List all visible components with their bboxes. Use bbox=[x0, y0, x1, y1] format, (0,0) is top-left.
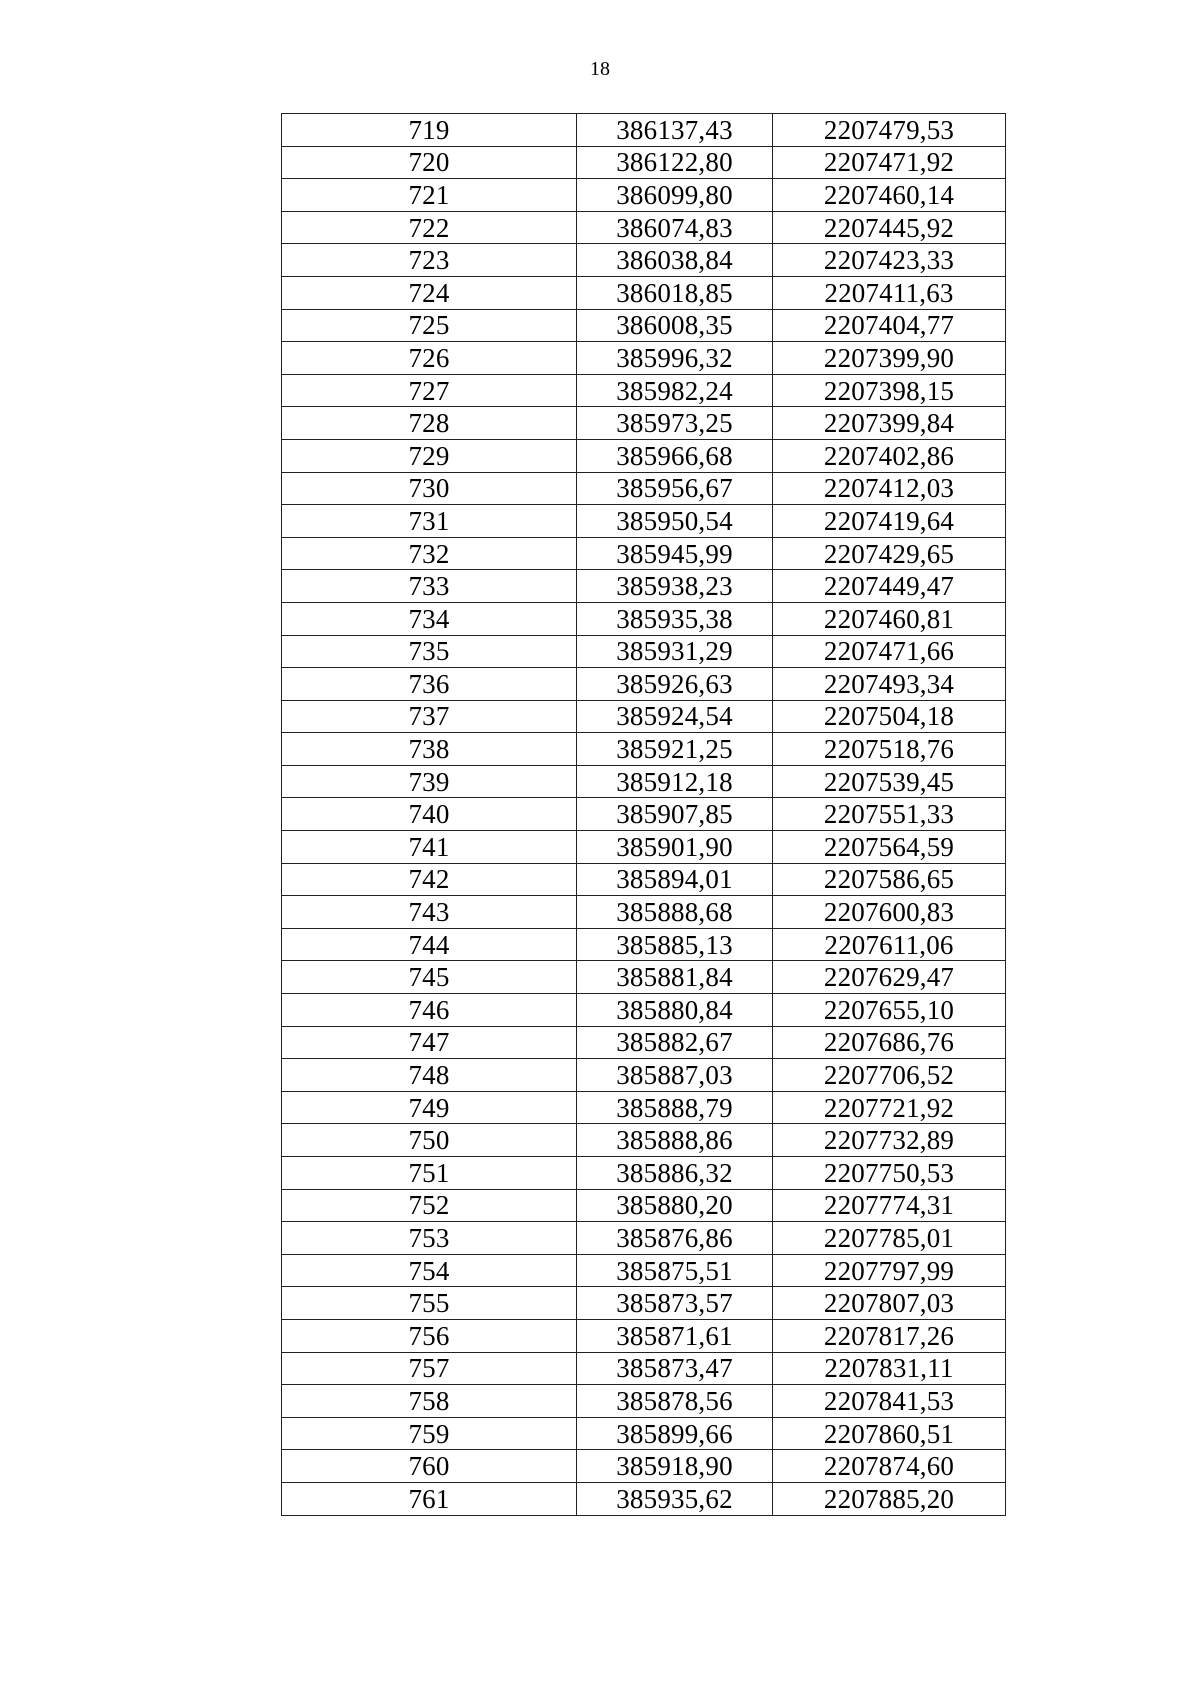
point-number-cell: 759 bbox=[282, 1417, 577, 1450]
y-coordinate-cell: 2207874,60 bbox=[773, 1450, 1006, 1483]
y-coordinate-cell: 2207445,92 bbox=[773, 211, 1006, 244]
y-coordinate-cell: 2207411,63 bbox=[773, 276, 1006, 309]
y-coordinate-cell: 2207721,92 bbox=[773, 1091, 1006, 1124]
x-coordinate-cell: 385888,86 bbox=[577, 1124, 773, 1157]
table-row bbox=[282, 602, 1006, 635]
coordinates-table bbox=[281, 113, 1006, 1516]
point-number-cell: 746 bbox=[282, 994, 577, 1027]
table-row bbox=[282, 994, 1006, 1027]
y-coordinate-cell: 2207449,47 bbox=[773, 570, 1006, 603]
y-coordinate-cell: 2207732,89 bbox=[773, 1124, 1006, 1157]
y-coordinate-cell: 2207402,86 bbox=[773, 439, 1006, 472]
table-row bbox=[282, 1222, 1006, 1255]
table-row bbox=[282, 1091, 1006, 1124]
table-row bbox=[282, 179, 1006, 212]
table-row bbox=[282, 1482, 1006, 1515]
table-row bbox=[282, 1059, 1006, 1092]
table-row bbox=[282, 1319, 1006, 1352]
point-number-cell: 750 bbox=[282, 1124, 577, 1157]
x-coordinate-cell: 385899,66 bbox=[577, 1417, 773, 1450]
point-number-cell: 723 bbox=[282, 244, 577, 277]
x-coordinate-cell: 385924,54 bbox=[577, 700, 773, 733]
x-coordinate-cell: 385935,38 bbox=[577, 602, 773, 635]
table-row bbox=[282, 244, 1006, 277]
point-number-cell: 744 bbox=[282, 928, 577, 961]
y-coordinate-cell: 2207493,34 bbox=[773, 668, 1006, 701]
y-coordinate-cell: 2207398,15 bbox=[773, 374, 1006, 407]
point-number-cell: 722 bbox=[282, 211, 577, 244]
y-coordinate-cell: 2207807,03 bbox=[773, 1287, 1006, 1320]
x-coordinate-cell: 385921,25 bbox=[577, 733, 773, 766]
point-number-cell: 747 bbox=[282, 1026, 577, 1059]
table-row bbox=[282, 407, 1006, 440]
y-coordinate-cell: 2207399,90 bbox=[773, 342, 1006, 375]
y-coordinate-cell: 2207471,92 bbox=[773, 146, 1006, 179]
point-number-cell: 749 bbox=[282, 1091, 577, 1124]
x-coordinate-cell: 385950,54 bbox=[577, 505, 773, 538]
x-coordinate-cell: 385894,01 bbox=[577, 863, 773, 896]
point-number-cell: 733 bbox=[282, 570, 577, 603]
point-number-cell: 752 bbox=[282, 1189, 577, 1222]
y-coordinate-cell: 2207611,06 bbox=[773, 928, 1006, 961]
y-coordinate-cell: 2207460,14 bbox=[773, 179, 1006, 212]
y-coordinate-cell: 2207629,47 bbox=[773, 961, 1006, 994]
y-coordinate-cell: 2207429,65 bbox=[773, 537, 1006, 570]
point-number-cell: 720 bbox=[282, 146, 577, 179]
x-coordinate-cell: 386008,35 bbox=[577, 309, 773, 342]
y-coordinate-cell: 2207841,53 bbox=[773, 1385, 1006, 1418]
x-coordinate-cell: 385901,90 bbox=[577, 831, 773, 864]
y-coordinate-cell: 2207774,31 bbox=[773, 1189, 1006, 1222]
y-coordinate-cell: 2207404,77 bbox=[773, 309, 1006, 342]
y-coordinate-cell: 2207831,11 bbox=[773, 1352, 1006, 1385]
point-number-cell: 742 bbox=[282, 863, 577, 896]
x-coordinate-cell: 386122,80 bbox=[577, 146, 773, 179]
point-number-cell: 741 bbox=[282, 831, 577, 864]
page-number: 18 bbox=[590, 58, 610, 80]
x-coordinate-cell: 385880,84 bbox=[577, 994, 773, 1027]
table-row bbox=[282, 472, 1006, 505]
x-coordinate-cell: 385912,18 bbox=[577, 765, 773, 798]
table-row bbox=[282, 733, 1006, 766]
table-row bbox=[282, 1254, 1006, 1287]
x-coordinate-cell: 385886,32 bbox=[577, 1157, 773, 1190]
x-coordinate-cell: 385887,03 bbox=[577, 1059, 773, 1092]
table-row bbox=[282, 831, 1006, 864]
x-coordinate-cell: 385888,79 bbox=[577, 1091, 773, 1124]
y-coordinate-cell: 2207399,84 bbox=[773, 407, 1006, 440]
point-number-cell: 725 bbox=[282, 309, 577, 342]
x-coordinate-cell: 385875,51 bbox=[577, 1254, 773, 1287]
table-row bbox=[282, 309, 1006, 342]
point-number-cell: 730 bbox=[282, 472, 577, 505]
table-row bbox=[282, 1287, 1006, 1320]
y-coordinate-cell: 2207504,18 bbox=[773, 700, 1006, 733]
y-coordinate-cell: 2207797,99 bbox=[773, 1254, 1006, 1287]
y-coordinate-cell: 2207600,83 bbox=[773, 896, 1006, 929]
y-coordinate-cell: 2207551,33 bbox=[773, 798, 1006, 831]
table-row bbox=[282, 537, 1006, 570]
table-row bbox=[282, 374, 1006, 407]
table-row bbox=[282, 570, 1006, 603]
point-number-cell: 721 bbox=[282, 179, 577, 212]
point-number-cell: 737 bbox=[282, 700, 577, 733]
x-coordinate-cell: 385880,20 bbox=[577, 1189, 773, 1222]
y-coordinate-cell: 2207479,53 bbox=[773, 114, 1006, 147]
y-coordinate-cell: 2207655,10 bbox=[773, 994, 1006, 1027]
point-number-cell: 739 bbox=[282, 765, 577, 798]
x-coordinate-cell: 386018,85 bbox=[577, 276, 773, 309]
point-number-cell: 758 bbox=[282, 1385, 577, 1418]
x-coordinate-cell: 385918,90 bbox=[577, 1450, 773, 1483]
x-coordinate-cell: 386038,84 bbox=[577, 244, 773, 277]
point-number-cell: 729 bbox=[282, 439, 577, 472]
point-number-cell: 726 bbox=[282, 342, 577, 375]
x-coordinate-cell: 386099,80 bbox=[577, 179, 773, 212]
x-coordinate-cell: 386137,43 bbox=[577, 114, 773, 147]
y-coordinate-cell: 2207706,52 bbox=[773, 1059, 1006, 1092]
table-row bbox=[282, 896, 1006, 929]
x-coordinate-cell: 385885,13 bbox=[577, 928, 773, 961]
y-coordinate-cell: 2207419,64 bbox=[773, 505, 1006, 538]
table-row bbox=[282, 1417, 1006, 1450]
y-coordinate-cell: 2207423,33 bbox=[773, 244, 1006, 277]
point-number-cell: 734 bbox=[282, 602, 577, 635]
x-coordinate-cell: 385907,85 bbox=[577, 798, 773, 831]
x-coordinate-cell: 385878,56 bbox=[577, 1385, 773, 1418]
x-coordinate-cell: 385873,47 bbox=[577, 1352, 773, 1385]
point-number-cell: 732 bbox=[282, 537, 577, 570]
x-coordinate-cell: 385935,62 bbox=[577, 1482, 773, 1515]
table-row bbox=[282, 1189, 1006, 1222]
point-number-cell: 743 bbox=[282, 896, 577, 929]
point-number-cell: 731 bbox=[282, 505, 577, 538]
table-row bbox=[282, 342, 1006, 375]
point-number-cell: 724 bbox=[282, 276, 577, 309]
table-row bbox=[282, 276, 1006, 309]
point-number-cell: 745 bbox=[282, 961, 577, 994]
table-row bbox=[282, 439, 1006, 472]
table-row bbox=[282, 211, 1006, 244]
point-number-cell: 736 bbox=[282, 668, 577, 701]
point-number-cell: 751 bbox=[282, 1157, 577, 1190]
x-coordinate-cell: 385982,24 bbox=[577, 374, 773, 407]
y-coordinate-cell: 2207518,76 bbox=[773, 733, 1006, 766]
point-number-cell: 757 bbox=[282, 1352, 577, 1385]
table-row bbox=[282, 765, 1006, 798]
table-row bbox=[282, 635, 1006, 668]
table-row bbox=[282, 1450, 1006, 1483]
table-row bbox=[282, 668, 1006, 701]
point-number-cell: 755 bbox=[282, 1287, 577, 1320]
table-row bbox=[282, 1352, 1006, 1385]
point-number-cell: 760 bbox=[282, 1450, 577, 1483]
table-row bbox=[282, 928, 1006, 961]
x-coordinate-cell: 385882,67 bbox=[577, 1026, 773, 1059]
x-coordinate-cell: 385931,29 bbox=[577, 635, 773, 668]
point-number-cell: 728 bbox=[282, 407, 577, 440]
y-coordinate-cell: 2207412,03 bbox=[773, 472, 1006, 505]
x-coordinate-cell: 385996,32 bbox=[577, 342, 773, 375]
point-number-cell: 735 bbox=[282, 635, 577, 668]
x-coordinate-cell: 385873,57 bbox=[577, 1287, 773, 1320]
x-coordinate-cell: 385888,68 bbox=[577, 896, 773, 929]
table-row bbox=[282, 146, 1006, 179]
y-coordinate-cell: 2207586,65 bbox=[773, 863, 1006, 896]
table-row bbox=[282, 1026, 1006, 1059]
table-row bbox=[282, 798, 1006, 831]
point-number-cell: 719 bbox=[282, 114, 577, 147]
point-number-cell: 761 bbox=[282, 1482, 577, 1515]
x-coordinate-cell: 385973,25 bbox=[577, 407, 773, 440]
x-coordinate-cell: 386074,83 bbox=[577, 211, 773, 244]
y-coordinate-cell: 2207785,01 bbox=[773, 1222, 1006, 1255]
table-row bbox=[282, 961, 1006, 994]
table-row bbox=[282, 700, 1006, 733]
y-coordinate-cell: 2207885,20 bbox=[773, 1482, 1006, 1515]
point-number-cell: 727 bbox=[282, 374, 577, 407]
coordinates-table-body bbox=[282, 114, 1006, 1516]
table-row bbox=[282, 505, 1006, 538]
y-coordinate-cell: 2207686,76 bbox=[773, 1026, 1006, 1059]
point-number-cell: 756 bbox=[282, 1319, 577, 1352]
point-number-cell: 754 bbox=[282, 1254, 577, 1287]
x-coordinate-cell: 385956,67 bbox=[577, 472, 773, 505]
y-coordinate-cell: 2207860,51 bbox=[773, 1417, 1006, 1450]
y-coordinate-cell: 2207564,59 bbox=[773, 831, 1006, 864]
table-row bbox=[282, 1157, 1006, 1190]
y-coordinate-cell: 2207817,26 bbox=[773, 1319, 1006, 1352]
x-coordinate-cell: 385945,99 bbox=[577, 537, 773, 570]
x-coordinate-cell: 385871,61 bbox=[577, 1319, 773, 1352]
point-number-cell: 748 bbox=[282, 1059, 577, 1092]
point-number-cell: 738 bbox=[282, 733, 577, 766]
x-coordinate-cell: 385966,68 bbox=[577, 439, 773, 472]
table-row bbox=[282, 1124, 1006, 1157]
table-row bbox=[282, 863, 1006, 896]
y-coordinate-cell: 2207471,66 bbox=[773, 635, 1006, 668]
table-row bbox=[282, 1385, 1006, 1418]
y-coordinate-cell: 2207460,81 bbox=[773, 602, 1006, 635]
y-coordinate-cell: 2207539,45 bbox=[773, 765, 1006, 798]
x-coordinate-cell: 385876,86 bbox=[577, 1222, 773, 1255]
point-number-cell: 753 bbox=[282, 1222, 577, 1255]
x-coordinate-cell: 385926,63 bbox=[577, 668, 773, 701]
x-coordinate-cell: 385938,23 bbox=[577, 570, 773, 603]
table-row bbox=[282, 114, 1006, 147]
x-coordinate-cell: 385881,84 bbox=[577, 961, 773, 994]
y-coordinate-cell: 2207750,53 bbox=[773, 1157, 1006, 1190]
point-number-cell: 740 bbox=[282, 798, 577, 831]
